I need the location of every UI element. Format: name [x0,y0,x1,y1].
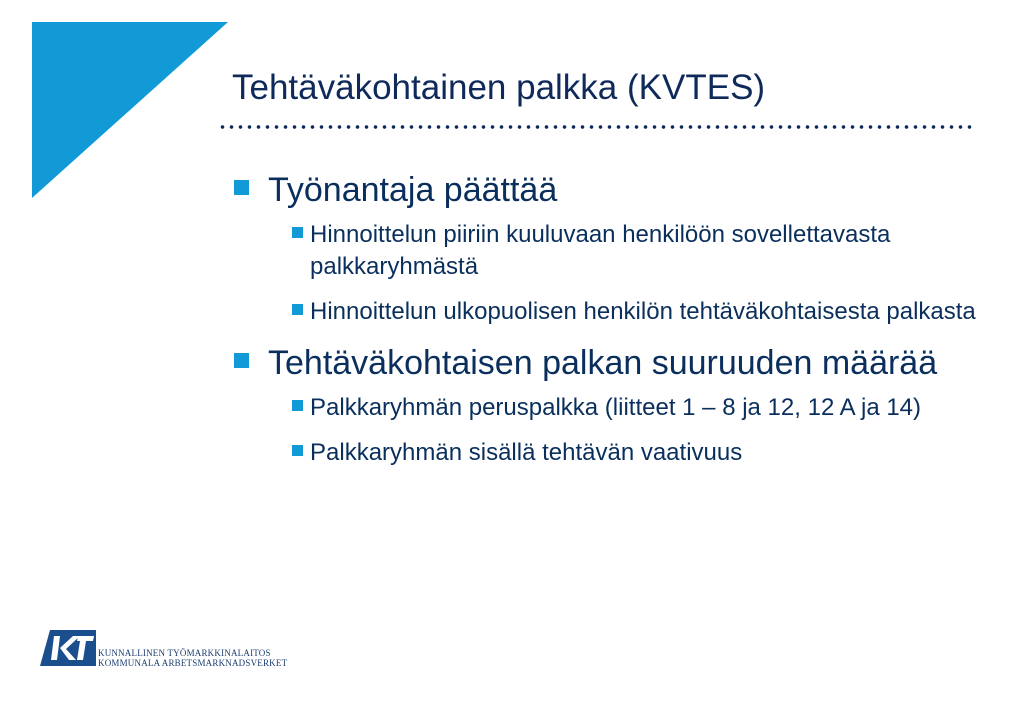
bullet-square-icon [234,353,249,368]
logo-line-finnish: KUNNALLINEN TYÖMARKKINALAITOS [98,648,271,658]
kt-logo-icon [40,630,96,666]
sub-bullet [228,437,988,469]
bullet-text: Työnantaja päättää [268,171,558,209]
sub-bullet [228,296,988,328]
sub-bullet [228,392,988,424]
sub-bullet-text: Hinnoittelun ulkopuolisen henkilön tehtäväkohtaisesta palkasta [310,298,976,325]
bullet-square-icon [292,400,303,411]
sub-list-employer [228,219,988,328]
sub-bullet-text: Hinnoittelun piiriin kuuluvaan henkilöön sovellettavasta palkkaryhmästä [310,221,891,280]
bullet-square-icon [292,445,303,456]
bullet-employer-decides [228,168,988,213]
bullet-square-icon [234,180,249,195]
logo-line-swedish: KOMMUNALA ARBETSMARKNADSVERKET [98,658,288,668]
sub-list-salary [228,392,988,469]
slide-content [228,168,988,482]
sub-bullet [228,219,988,283]
bullet-text: Tehtäväkohtaisen palkan suuruuden määrää [268,344,938,382]
title-divider [218,124,972,130]
logo-text [98,648,287,668]
sub-bullet-text: Palkkaryhmän peruspalkka (liitteet 1 – 8 ja 12, 12 A ja 14) [310,394,922,421]
slide-title: Tehtäväkohtainen palkka (KVTES) [232,68,766,107]
bullet-square-icon [292,304,303,315]
bullet-salary-determines [228,341,988,386]
sub-bullet-text: Palkkaryhmän sisällä tehtävän vaativuus [310,439,743,466]
bullet-square-icon [292,227,303,238]
corner-triangle-decoration [32,22,228,198]
